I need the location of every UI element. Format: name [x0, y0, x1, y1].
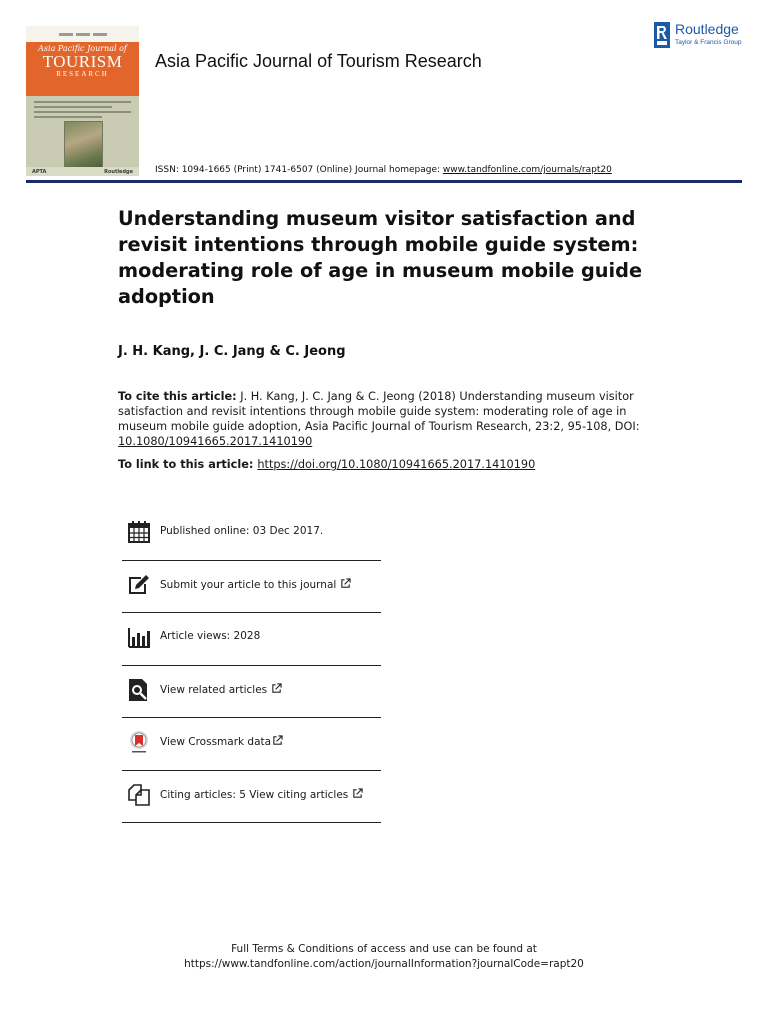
cover-footer: [26, 167, 139, 176]
terms-footer: [0, 942, 768, 972]
citing-documents-icon: [127, 783, 151, 807]
cover-subtitle: RESEARCH: [56, 70, 109, 78]
cover-publisher-right: Routledge: [104, 168, 133, 175]
citing-articles-link[interactable]: [160, 788, 363, 801]
published-date: Published online: 03 Dec 2017.: [160, 525, 324, 537]
routledge-logo: [654, 20, 746, 50]
edit-icon: [127, 573, 151, 597]
article-link-line: [118, 458, 535, 471]
crossmark-icon: [127, 730, 151, 754]
article-info-list: [122, 508, 381, 823]
link-label: To link to this article:: [118, 458, 258, 471]
header-rule: [26, 180, 742, 183]
submit-label: Submit your article to this journal: [160, 578, 337, 591]
publisher-name: Routledge: [675, 21, 739, 37]
issn-text: ISSN: 1094-1665 (Print) 1741-6507 (Online) Journal homepage:: [155, 165, 443, 175]
external-link-icon: [272, 735, 283, 746]
bar-chart-icon: [127, 625, 151, 649]
cover-series: Asia Pacific Journal of: [38, 44, 127, 53]
related-articles-link[interactable]: [160, 683, 282, 696]
cover-top-strip: [26, 26, 139, 42]
cover-image: [64, 121, 103, 168]
journal-cover: [26, 26, 139, 176]
cite-doi-link[interactable]: 10.1080/10941665.2017.1410190: [118, 435, 313, 448]
crossmark-row[interactable]: [122, 718, 381, 771]
submit-row[interactable]: [122, 561, 381, 614]
citing-label: Citing articles: 5 View citing articles: [160, 788, 349, 801]
published-row: [122, 508, 381, 561]
article-views: Article views: 2028: [160, 630, 261, 642]
cover-title-band: [26, 42, 139, 96]
issn-line: [155, 165, 612, 175]
related-row[interactable]: [122, 666, 381, 719]
related-label: View related articles: [160, 683, 268, 696]
article-authors: J. H. Kang, J. C. Jang & C. Jeong: [118, 344, 346, 359]
citation-block: [118, 389, 648, 449]
cite-label: To cite this article:: [118, 390, 237, 403]
views-row: [122, 613, 381, 666]
external-link-icon: [271, 683, 282, 694]
article-doi-link[interactable]: https://doi.org/10.1080/10941665.2017.1410190: [257, 458, 536, 471]
crossmark-label: View Crossmark data: [160, 736, 272, 748]
cover-publisher-left: APTA: [32, 168, 47, 175]
external-link-icon: [340, 578, 351, 589]
terms-url[interactable]: https://www.tandfonline.com/action/journalInformation?journalCode=rapt20: [184, 958, 584, 970]
terms-text: Full Terms & Conditions of access and use can be found at: [231, 943, 537, 955]
search-document-icon: [127, 678, 151, 702]
cover-title: TOURISM: [42, 52, 123, 71]
article-title: Understanding museum visitor satisfaction and revisit intentions through mobile guide system: moderating role of age in museum mobile guide adoption: [118, 207, 643, 308]
crossmark-link[interactable]: [160, 735, 283, 748]
cover-text-lines: [34, 101, 131, 121]
submit-article-link[interactable]: [160, 578, 351, 591]
journal-title: Asia Pacific Journal of Tourism Research: [155, 51, 482, 71]
publisher-group: Taylor & Francis Group: [675, 39, 742, 46]
routledge-mark-icon: [654, 22, 670, 48]
cite-text: J. H. Kang, J. C. Jang & C. Jeong (2018) Understanding museum visitor satisfaction and revisit intentions through mobile guide system: moderating role of age in museum mobile guide adoption, Asia Pacific Journal of Tourism Research, 23:2, 95-108, DOI:: [118, 390, 640, 433]
journal-homepage-link[interactable]: www.tandfonline.com/journals/rapt20: [442, 165, 612, 175]
citing-row[interactable]: [122, 771, 381, 824]
external-link-icon: [352, 788, 363, 799]
calendar-icon: [127, 520, 151, 544]
